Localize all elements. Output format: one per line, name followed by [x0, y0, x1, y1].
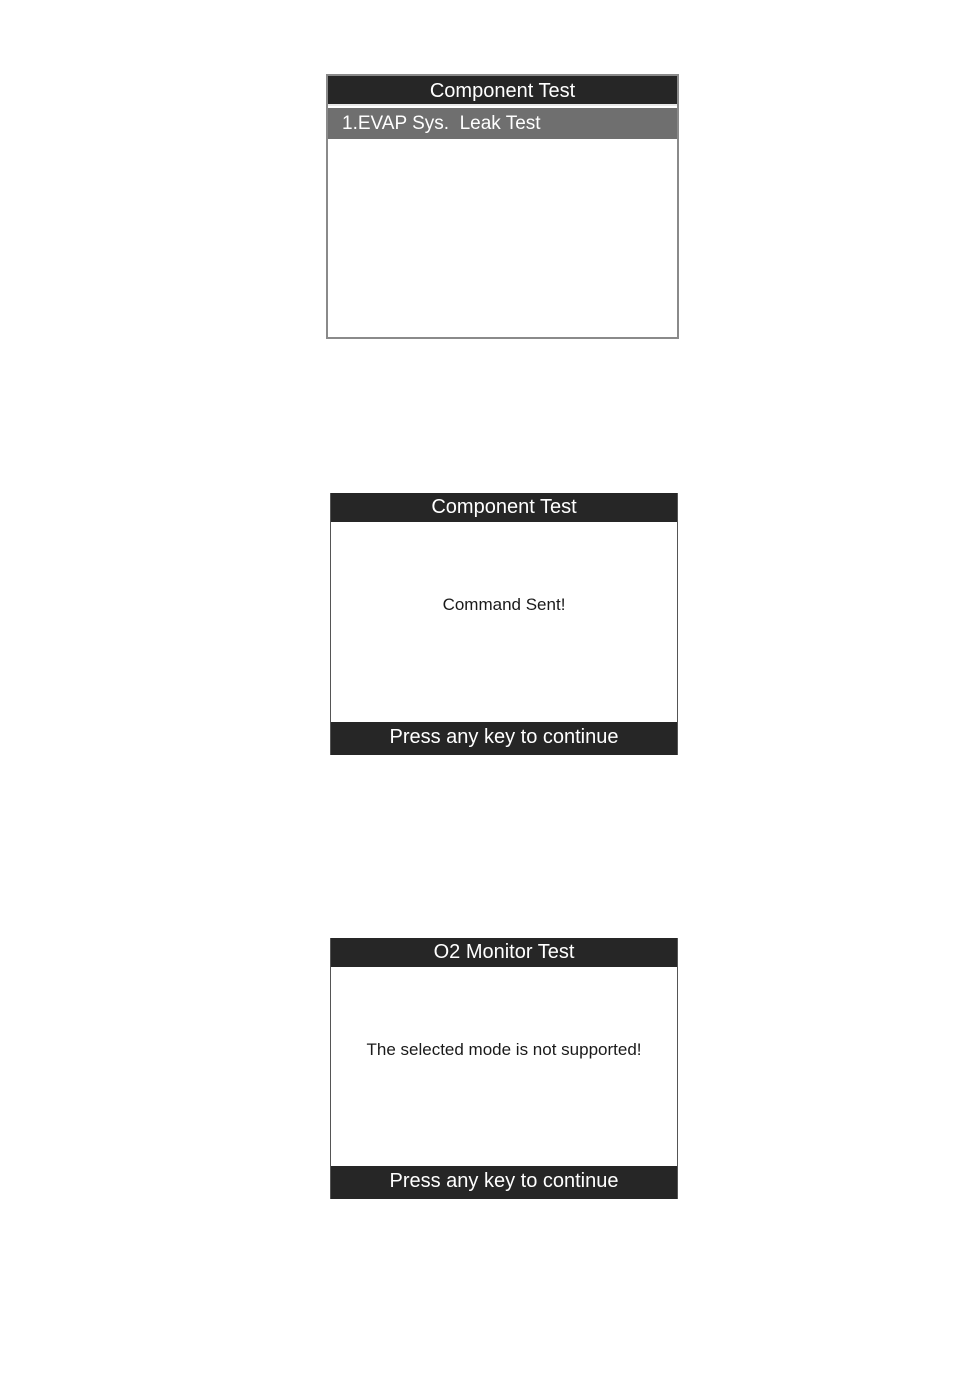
screen-title: O2 Monitor Test: [331, 938, 677, 967]
screen-title: Component Test: [328, 76, 677, 106]
command-sent-screen: [330, 493, 678, 755]
continue-prompt[interactable]: Press any key to continue: [331, 722, 677, 755]
continue-prompt[interactable]: Press any key to continue: [331, 1166, 677, 1199]
menu-list: [328, 108, 677, 139]
status-message: The selected mode is not supported!: [366, 1040, 642, 1059]
o2-monitor-test-screen: [330, 938, 678, 1199]
screen-title: Component Test: [331, 493, 677, 522]
menu-item-evap-leak-test[interactable]: 1.EVAP Sys. Leak Test: [328, 108, 677, 139]
component-test-menu-screen: [326, 74, 679, 339]
status-message: Command Sent!: [442, 595, 566, 614]
